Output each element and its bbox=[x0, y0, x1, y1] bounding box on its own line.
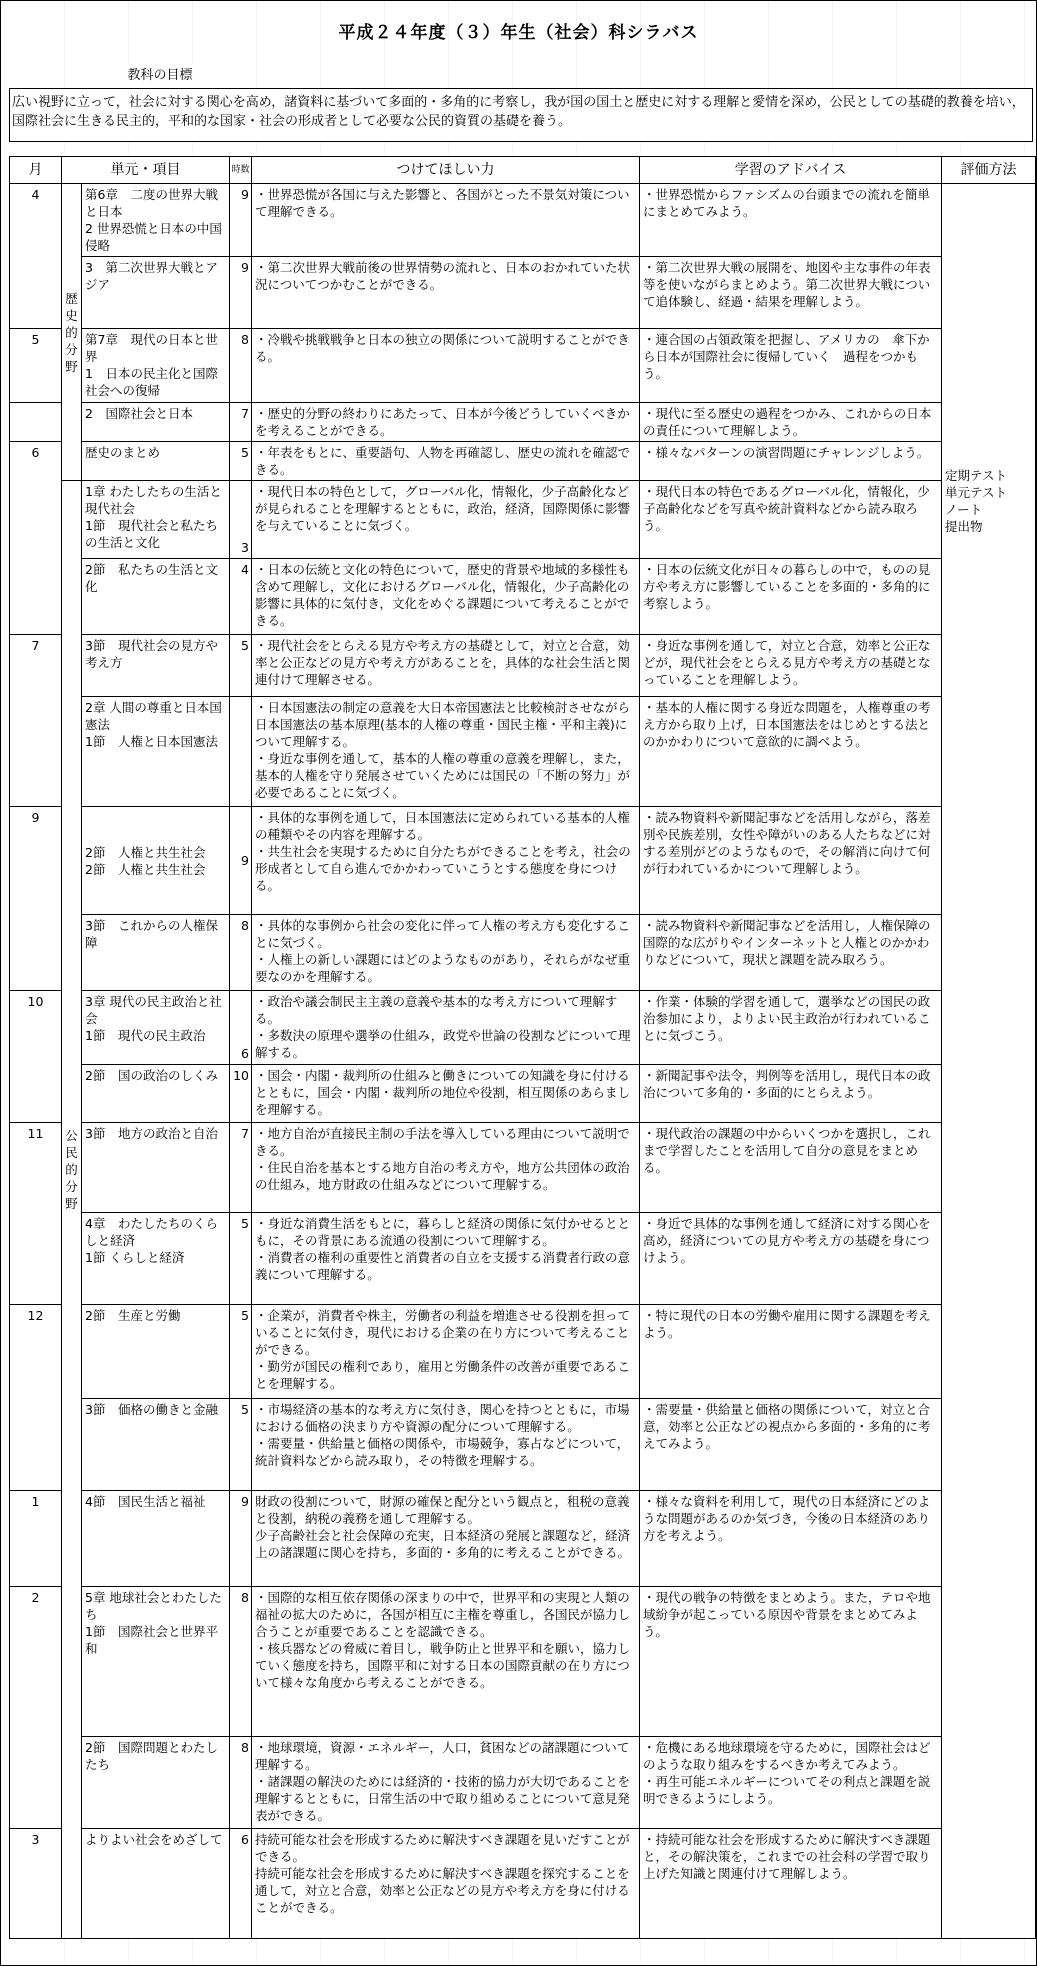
month-cell: 2 bbox=[10, 1587, 62, 1737]
table-row bbox=[10, 1305, 1036, 1399]
table-row bbox=[10, 1491, 1036, 1587]
field-civics: 公民的分野 bbox=[62, 481, 82, 1939]
hours-cell: 5 bbox=[230, 635, 252, 697]
goal-cell: ・冷戦や挑戦戦争と日本の独立の関係について説明することができる。 bbox=[252, 329, 640, 403]
month-cell bbox=[10, 1399, 62, 1491]
unit-cell: 2節 生産と労働 bbox=[82, 1305, 230, 1399]
advice-cell: ・現代の戦争の特徴をまとめよう。また，テロや地域紛争が起こっている原因や背景をまとめてみよう。 bbox=[640, 1587, 942, 1737]
header-goal: つけてほしい力 bbox=[252, 157, 640, 184]
hours-cell: 5 bbox=[230, 1305, 252, 1399]
goal-cell: ・国際的な相互依存関係の深まりの中で，世界平和の実現と人類の福祉の拡大のために，各国が相互に主権を尊重し，各国民が協力し合うことが重要であることを認識できる。 ・核兵器などの脅威に着目し，戦争防止と世界平和を願い，協力していく態度を持ち，国際平和に対する日本の国際貢献の在り方について様々な角度から考えることができる。 bbox=[252, 1587, 640, 1737]
header-unit: 単元・項目 bbox=[62, 157, 230, 184]
hours-cell bbox=[230, 697, 252, 807]
advice-cell: ・身近で具体的な事例を通して経済に対する関心を高め，経済についての見方や考え方の基礎を身につけよう。 bbox=[640, 1213, 942, 1305]
goal-cell: ・地方自治が直接民主制の手法を導入している理由について説明できる。 ・住民自治を基本とする地方自治の考え方や，地方公共団体の政治の仕組み，地方財政の仕組みなどについて理解する。 bbox=[252, 1123, 640, 1213]
goal-cell: ・具体的な事例から社会の変化に伴って人権の考え方も変化することに気づく。 ・人権上の新しい課題にはどのようなものがあり，それらがなぜ重要なのかを理解する。 bbox=[252, 915, 640, 991]
syllabus-table bbox=[9, 156, 1036, 1939]
month-cell: 3 bbox=[10, 1829, 62, 1939]
table-row bbox=[10, 991, 1036, 1065]
goal-cell: ・世界恐慌が各国に与えた影響と、各国がとった不景気対策について理解できる。 bbox=[252, 184, 640, 257]
advice-cell: ・連合国の占領政策を把握し、アメリカの 傘下から日本が国際社会に復帰していく 過程をつかもう。 bbox=[640, 329, 942, 403]
table-row bbox=[10, 481, 1036, 559]
month-cell bbox=[10, 257, 62, 329]
hours-cell: 7 bbox=[230, 1123, 252, 1213]
hours-cell: 7 bbox=[230, 403, 252, 442]
header-evaluation: 評価方法 bbox=[942, 157, 1036, 184]
hours-cell: 5 bbox=[230, 1213, 252, 1305]
table-row bbox=[10, 1829, 1036, 1939]
evaluation-cell bbox=[942, 184, 1036, 1939]
goal-cell: 持続可能な社会を形成するために解決すべき課題を見いだすことができる。 持続可能な社会を形成するために解決すべき課題を探究することを通して，対立と合意，効率と公正などの見方や考え方を身に付けることができる。 bbox=[252, 1829, 640, 1939]
goal-cell: ・身近な消費生活をもとに，暮らしと経済の関係に気付かせるとともに，その背景にある流通の役割について理解する。 ・消費者の権利の重要性と消費者の自立を支援する消費者行政の意義について理解する。 bbox=[252, 1213, 640, 1305]
month-cell: 6 bbox=[10, 442, 62, 481]
goal-cell: ・現代社会をとらえる見方や考え方の基礎として，対立と合意，効率と公正などの見方や考え方があることを，具体的な社会生活と関連付けて理解させる。 bbox=[252, 635, 640, 697]
table-row bbox=[10, 1065, 1036, 1123]
unit-cell: 1章 わたしたちの生活と現代社会 1節 現代社会と私たちの生活と文化 bbox=[82, 481, 230, 559]
table-row bbox=[10, 635, 1036, 697]
goal-cell: ・日本国憲法の制定の意義を大日本帝国憲法と比較検討させながら日本国憲法の基本原理(基本的人権の尊重・国民主権・平和主義)について理解する。 ・身近な事例を通して，基本的人権の尊重の意義を理解し，また，基本的人権を守り発展させていくためには国民の「不断の努力」が必要であることに気づく。 bbox=[252, 697, 640, 807]
advice-cell: ・日本の伝統文化が日々の暮らしの中で，ものの見方や考え方に影響していることを多面的・多角的に考察しよう。 bbox=[640, 559, 942, 635]
unit-cell: 2節 私たちの生活と文化 bbox=[82, 559, 230, 635]
hours-cell: 5 bbox=[230, 1399, 252, 1491]
hours-cell: 9 bbox=[230, 807, 252, 915]
unit-cell: 5章 地球社会とわたしたち 1節 国際社会と世界平和 bbox=[82, 1587, 230, 1737]
table-row bbox=[10, 1587, 1036, 1737]
month-cell bbox=[10, 403, 62, 442]
advice-cell: ・新聞記事や法令，判例等を活用し，現代日本の政治について多角的・多面的にとらえよう。 bbox=[640, 1065, 942, 1123]
advice-cell: ・現代政治の課題の中からいくつかを選択し，これまで学習したことを活用して自分の意見をまとめる。 bbox=[640, 1123, 942, 1213]
goal-cell: ・企業が，消費者や株主，労働者の利益を増進させる役割を担っていることに気付き，現代における企業の在り方について考えることができる。 ・勤労が国民の権利であり，雇用と労働条件の改善が重要であることを理解する。 bbox=[252, 1305, 640, 1399]
advice-cell: ・危機にある地球環境を守るために，国際社会はどのような取り組みをするべきか考えてみよう。 ・再生可能エネルギーについてその利点と課題を説明できるようにしよう。 bbox=[640, 1737, 942, 1829]
hours-cell: 9 bbox=[230, 257, 252, 329]
month-cell: 4 bbox=[10, 184, 62, 257]
hours-cell: 8 bbox=[230, 1587, 252, 1737]
unit-cell: 3 第二次世界大戦とアジア bbox=[82, 257, 230, 329]
subject-goal-label: 教科の目標 bbox=[80, 64, 240, 88]
goal-cell: ・市場経済の基本的な考え方に気付き，関心を持つとともに，市場における価格の決まり方や資源の配分について理解する。 ・需要量・供給量と価格の関係や，市場競争，寡占などについて，統計資料などから読み取り，その特徴を理解する。 bbox=[252, 1399, 640, 1491]
advice-cell: ・特に現代の日本の労働や雇用に関する課題を考えよう。 bbox=[640, 1305, 942, 1399]
hours-cell: 6 bbox=[230, 991, 252, 1065]
month-cell bbox=[10, 1213, 62, 1305]
header-month: 月 bbox=[10, 157, 62, 184]
goal-cell: ・年表をもとに、重要語句、人物を再確認し、歴史の流れを確認できる。 bbox=[252, 442, 640, 481]
unit-cell: 3節 価格の働きと金融 bbox=[82, 1399, 230, 1491]
header-row bbox=[10, 157, 1036, 184]
unit-cell: 第6章 二度の世界大戦と日本 2 世界恐慌と日本の中国侵略 bbox=[82, 184, 230, 257]
advice-cell: ・現代に至る歴史の過程をつかみ、これからの日本の責任について理解しよう。 bbox=[640, 403, 942, 442]
table-row bbox=[10, 915, 1036, 991]
goal-cell: ・現代日本の特色として，グローバル化，情報化，少子高齢化などが見られることを理解するとともに，政治，経済，国際関係に影響を与えていることに気づく。 bbox=[252, 481, 640, 559]
advice-cell: ・身近な事例を通して，対立と合意，効率と公正などが，現代社会をとらえる見方や考え方の基礎となっていることを理解しよう。 bbox=[640, 635, 942, 697]
unit-cell: 3節 現代社会の見方や考え方 bbox=[82, 635, 230, 697]
header-advice: 学習のアドバイス bbox=[640, 157, 942, 184]
table-row bbox=[10, 697, 1036, 807]
advice-cell: ・現代日本の特色であるグローバル化，情報化，少子高齢化などを写真や統計資料などから読み取ろう。 bbox=[640, 481, 942, 559]
page-title: 平成２４年度（３）年生（社会）科シラバス bbox=[338, 23, 699, 43]
advice-cell: ・需要量・供給量と価格の関係について，対立と合意，効率と公正などの視点から多面的・多角的に考えてみよう。 bbox=[640, 1399, 942, 1491]
unit-cell: 歴史のまとめ bbox=[82, 442, 230, 481]
advice-cell: ・様々な資料を利用して，現代の日本経済にどのような問題があるのか気づき，今後の日本経済のあり方を考えよう。 bbox=[640, 1491, 942, 1587]
table-row bbox=[10, 442, 1036, 481]
subject-goal-text: 広い視野に立って，社会に対する関心を高め，諸資料に基づいて多面的・多角的に考察し，我が国の国土と歴史に対する理解と愛情を深め，公民としての基礎的教養を培い，国際社会に生きる民主的，平和的な国家・社会の形成者として必要な公民的資質の基礎を養う。 bbox=[9, 88, 1033, 142]
advice-cell: ・読み物資料や新聞記事などを活用し，人権保障の国際的な広がりやインターネットと人権とのかかわりなどについて，現状と課題を読み取ろう。 bbox=[640, 915, 942, 991]
unit-cell: 2 国際社会と日本 bbox=[82, 403, 230, 442]
month-cell bbox=[10, 1065, 62, 1123]
month-cell: 5 bbox=[10, 329, 62, 403]
unit-cell: 2章 人間の尊重と日本国憲法 1節 人権と日本国憲法 bbox=[82, 697, 230, 807]
goal-cell: ・第二次世界大戦前後の世界情勢の流れと、日本のおかれていた状況についてつかむことができる。 bbox=[252, 257, 640, 329]
field-history: 歴史的分野 bbox=[62, 184, 82, 481]
advice-cell: ・様々なパターンの演習問題にチャレンジしよう。 bbox=[640, 442, 942, 481]
unit-cell: 2節 国の政治のしくみ bbox=[82, 1065, 230, 1123]
unit-cell: 3章 現代の民主政治と社会 1節 現代の民主政治 bbox=[82, 991, 230, 1065]
hours-cell: 9 bbox=[230, 184, 252, 257]
table-row bbox=[10, 559, 1036, 635]
hours-cell: 3 bbox=[230, 481, 252, 559]
table-row bbox=[10, 1213, 1036, 1305]
unit-cell: よりよい社会をめざして bbox=[82, 1829, 230, 1939]
month-cell: 11 bbox=[10, 1123, 62, 1213]
goal-cell: ・国会・内閣・裁判所の仕組みと働きについての知識を身に付けるとともに，国会・内閣・裁判所の地位や役割，相互関係のあらましを理解する。 bbox=[252, 1065, 640, 1123]
header-hours: 時数 bbox=[230, 157, 252, 184]
table-row bbox=[10, 329, 1036, 403]
advice-cell: ・読み物資料や新聞記事などを活用しながら，落差別や民族差別，女性や障がいのある人たちなどに対する差別がどのようなもので，その解消に向けて何が行われているかについて理解しよう。 bbox=[640, 807, 942, 915]
advice-cell: ・基本的人権に関する身近な問題を，人権尊重の考え方から取り上げ，日本国憲法をはじめとする法とのかかわりについて意欲的に調べよう。 bbox=[640, 697, 942, 807]
unit-cell: 4節 国民生活と福祉 bbox=[82, 1491, 230, 1587]
unit-cell: 2節 国際問題とわたしたち bbox=[82, 1737, 230, 1829]
hours-cell: 9 bbox=[230, 1491, 252, 1587]
goal-cell: ・地球環境，資源・エネルギー，人口，貧困などの諸課題について理解する。 ・諸課題の解決のためには経済的・技術的協力が大切であることを理解するとともに，日常生活の中で取り組めることについて意見発表ができる。 bbox=[252, 1737, 640, 1829]
table-row bbox=[10, 1123, 1036, 1213]
unit-cell: 4章 わたしたちのくらしと経済 1節 くらしと経済 bbox=[82, 1213, 230, 1305]
goal-cell: ・歴史的分野の終わりにあたって、日本が今後どうしていくべきかを考えることができる。 bbox=[252, 403, 640, 442]
goal-cell: ・政治や議会制民主主義の意義や基本的な考え方について理解する。 ・多数決の原理や選挙の仕組み，政党や世論の役割などについて理解する。 bbox=[252, 991, 640, 1065]
month-cell bbox=[10, 697, 62, 807]
hours-cell: 10 bbox=[230, 1065, 252, 1123]
hours-cell: 8 bbox=[230, 1737, 252, 1829]
unit-cell: 第7章 現代の日本と世界 1 日本の民主化と国際社会への復帰 bbox=[82, 329, 230, 403]
table-row bbox=[10, 403, 1036, 442]
unit-cell: 3節 これからの人権保障 bbox=[82, 915, 230, 991]
month-cell: 1 bbox=[10, 1491, 62, 1587]
unit-cell: 3節 地方の政治と自治 bbox=[82, 1123, 230, 1213]
table-row bbox=[10, 257, 1036, 329]
month-cell: 12 bbox=[10, 1305, 62, 1399]
advice-cell: ・第二次世界大戦の展開を、地図や主な事件の年表等を使いながらまとめよう。第二次世界大戦について追体験し、経過・結果を理解しよう。 bbox=[640, 257, 942, 329]
month-cell: 7 bbox=[10, 635, 62, 697]
table-row bbox=[10, 184, 1036, 257]
unit-cell: 2節 人権と共生社会 2節 人権と共生社会 bbox=[82, 807, 230, 915]
month-cell: 9 bbox=[10, 807, 62, 915]
advice-cell: ・作業・体験的学習を通して，選挙などの国民の政治参加により，よりよい民主政治が行われていることに気づこう。 bbox=[640, 991, 942, 1065]
advice-cell: ・持続可能な社会を形成するために解決すべき課題と，その解決策を，これまでの社会科の学習で取り上げた知識と関連付けて理解しよう。 bbox=[640, 1829, 942, 1939]
goal-cell: ・日本の伝統と文化の特色について，歴史的背景や地域的多様性も含めて理解し，文化におけるグローバル化，情報化，少子高齢化の影響に具体的に気付き，文化をめぐる課題について考えることができる。 bbox=[252, 559, 640, 635]
month-cell bbox=[10, 559, 62, 635]
goal-cell: ・具体的な事例を通して，日本国憲法に定められている基本的人権の種類やその内容を理解する。 ・共生社会を実現するために自分たちができることを考え，社会の形成者として自ら進んでかかわっていこうとする態度を身につける。 bbox=[252, 807, 640, 915]
advice-cell: ・世界恐慌からファシズムの台頭までの流れを簡単にまとめてみよう。 bbox=[640, 184, 942, 257]
evaluation-methods: 定期テスト 単元テスト ノート 提出物 bbox=[945, 468, 1008, 534]
goal-cell: 財政の役割について，財源の確保と配分という観点と，租税の意義と役割，納税の義務を通して理解する。 少子高齢社会と社会保障の充実，日本経済の発展と課題など，経済上の諸課題に関心を持ち，多面的・多角的に考えることができる。 bbox=[252, 1491, 640, 1587]
month-cell bbox=[10, 481, 62, 559]
hours-cell: 5 bbox=[230, 442, 252, 481]
month-cell bbox=[10, 1737, 62, 1829]
month-cell bbox=[10, 915, 62, 991]
month-cell: 10 bbox=[10, 991, 62, 1065]
hours-cell: 6 bbox=[230, 1829, 252, 1939]
table-row bbox=[10, 1737, 1036, 1829]
table-row bbox=[10, 807, 1036, 915]
hours-cell: 4 bbox=[230, 559, 252, 635]
table-row bbox=[10, 1399, 1036, 1491]
hours-cell: 8 bbox=[230, 915, 252, 991]
hours-cell: 8 bbox=[230, 329, 252, 403]
